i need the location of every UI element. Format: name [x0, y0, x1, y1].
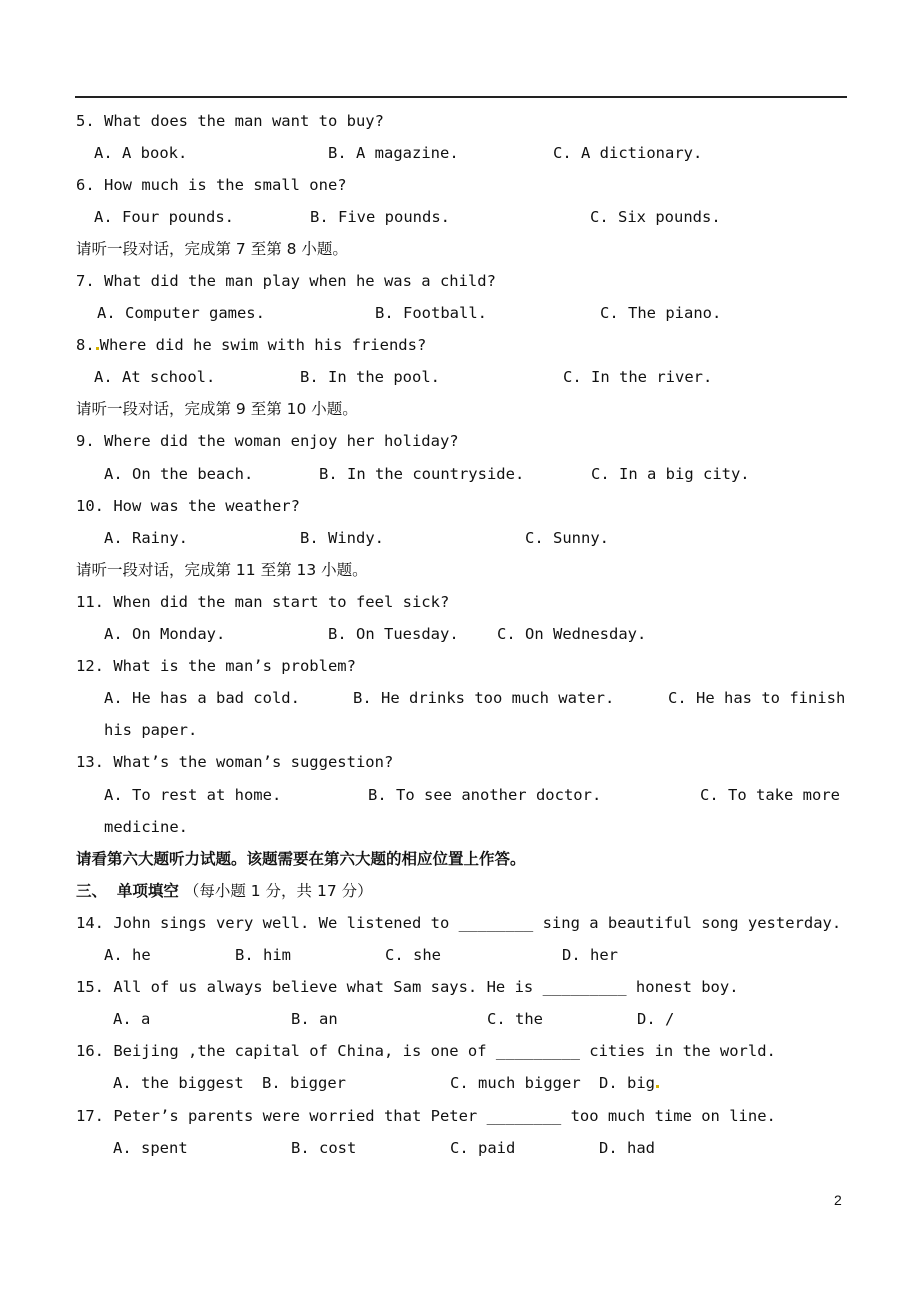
option-13a: A. To rest at home. [104, 786, 282, 804]
option-14d: D. her [562, 946, 618, 964]
option-9c: C. In a big city. [591, 465, 750, 483]
option-15d: D. / [637, 1010, 675, 1028]
option-11a: A. On Monday. [104, 625, 226, 643]
option-16c: C. much bigger [450, 1074, 581, 1092]
option-15a: A. a [113, 1010, 151, 1028]
option-11c: C. On Wednesday. [497, 625, 647, 643]
option-15b: B. an [291, 1010, 338, 1028]
option-9a: A. On the beach. [104, 465, 254, 483]
option-13c: C. To take more [700, 786, 840, 804]
question-16: 16. Beijing ,the capital of China, is one of _________ cities in the world. [76, 1042, 776, 1060]
option-12b: B. He drinks too much water. [353, 689, 615, 707]
option-6b: B. Five pounds. [310, 208, 450, 226]
option-5b: B. A magazine. [328, 144, 459, 162]
option-8b: B. In the pool. [300, 368, 440, 386]
option-8a: A. At school. [94, 368, 216, 386]
option-16b: B. bigger [262, 1074, 346, 1092]
instruction-11-13: 请听一段对话，完成第 11 至第 13 小题。 [76, 561, 368, 579]
option-11b: B. On Tuesday. [328, 625, 459, 643]
option-7b: B. Football. [375, 304, 487, 322]
option-10b: B. Windy. [300, 529, 384, 547]
instruction-9-10: 请听一段对话，完成第 9 至第 10 小题。 [76, 400, 358, 418]
instruction-section-6: 请看第六大题听力试题。该题需要在第六大题的相应位置上作答。 [76, 850, 526, 868]
option-17b: B. cost [291, 1139, 357, 1157]
header-rule [75, 96, 847, 98]
option-8c: C. In the river. [563, 368, 713, 386]
option-5c: C. A dictionary. [553, 144, 703, 162]
option-7a: A. Computer games. [97, 304, 265, 322]
option-16a: A. the biggest [113, 1074, 244, 1092]
option-12c-cont: his paper. [104, 721, 198, 739]
option-10a: A. Rainy. [104, 529, 188, 547]
section-3-header [76, 881, 373, 901]
question-12: 12. What is the man’s problem? [76, 657, 356, 675]
option-17a: A. spent [113, 1139, 188, 1157]
option-12a: A. He has a bad cold. [104, 689, 300, 707]
option-14c: C. she [385, 946, 441, 964]
option-17d: D. had [599, 1139, 655, 1157]
option-13b: B. To see another doctor. [368, 786, 602, 804]
option-6c: C. Six pounds. [590, 208, 721, 226]
question-14: 14. John sings very well. We listened to ________ sing a beautiful song yesterday. [76, 914, 842, 932]
question-11: 11. When did the man start to feel sick? [76, 593, 450, 611]
section-3-note: （每小题 1 分，共 17 分） [183, 882, 373, 900]
question-6: 6. How much is the small one? [76, 176, 347, 194]
instruction-7-8: 请听一段对话，完成第 7 至第 8 小题。 [76, 240, 348, 258]
section-3-number: 三、 [76, 882, 108, 900]
page-number: 2 [834, 1192, 842, 1208]
marker-dot [656, 1085, 659, 1088]
question-7: 7. What did the man play when he was a child? [76, 272, 496, 290]
question-13: 13. What’s the woman’s suggestion? [76, 753, 394, 771]
question-8 [76, 335, 426, 355]
option-9b: B. In the countryside. [319, 465, 525, 483]
question-17: 17. Peter’s parents were worried that Peter ________ too much time on line. [76, 1107, 776, 1125]
question-15: 15. All of us always believe what Sam says. He is _________ honest boy. [76, 978, 739, 996]
option-13c-cont: medicine. [104, 818, 188, 836]
option-14a: A. he [104, 946, 151, 964]
section-3-title: 单项填空 [116, 882, 179, 900]
option-10c: C. Sunny. [525, 529, 609, 547]
option-6a: A. Four pounds. [94, 208, 234, 226]
option-7c: C. The piano. [600, 304, 722, 322]
option-14b: B. him [235, 946, 291, 964]
question-8-number: 8. [76, 336, 95, 354]
option-16d [599, 1073, 660, 1093]
option-5a: A. A book. [94, 144, 188, 162]
option-12c: C. He has to finish [668, 689, 846, 707]
question-9: 9. Where did the woman enjoy her holiday? [76, 432, 459, 450]
question-10: 10. How was the weather? [76, 497, 300, 515]
question-8-text: Where did he swim with his friends? [99, 336, 427, 354]
question-5: 5. What does the man want to buy? [76, 112, 384, 130]
option-17c: C. paid [450, 1139, 516, 1157]
option-16d-text: D. big [599, 1074, 655, 1092]
marker-dot [96, 347, 99, 350]
option-15c: C. the [487, 1010, 543, 1028]
